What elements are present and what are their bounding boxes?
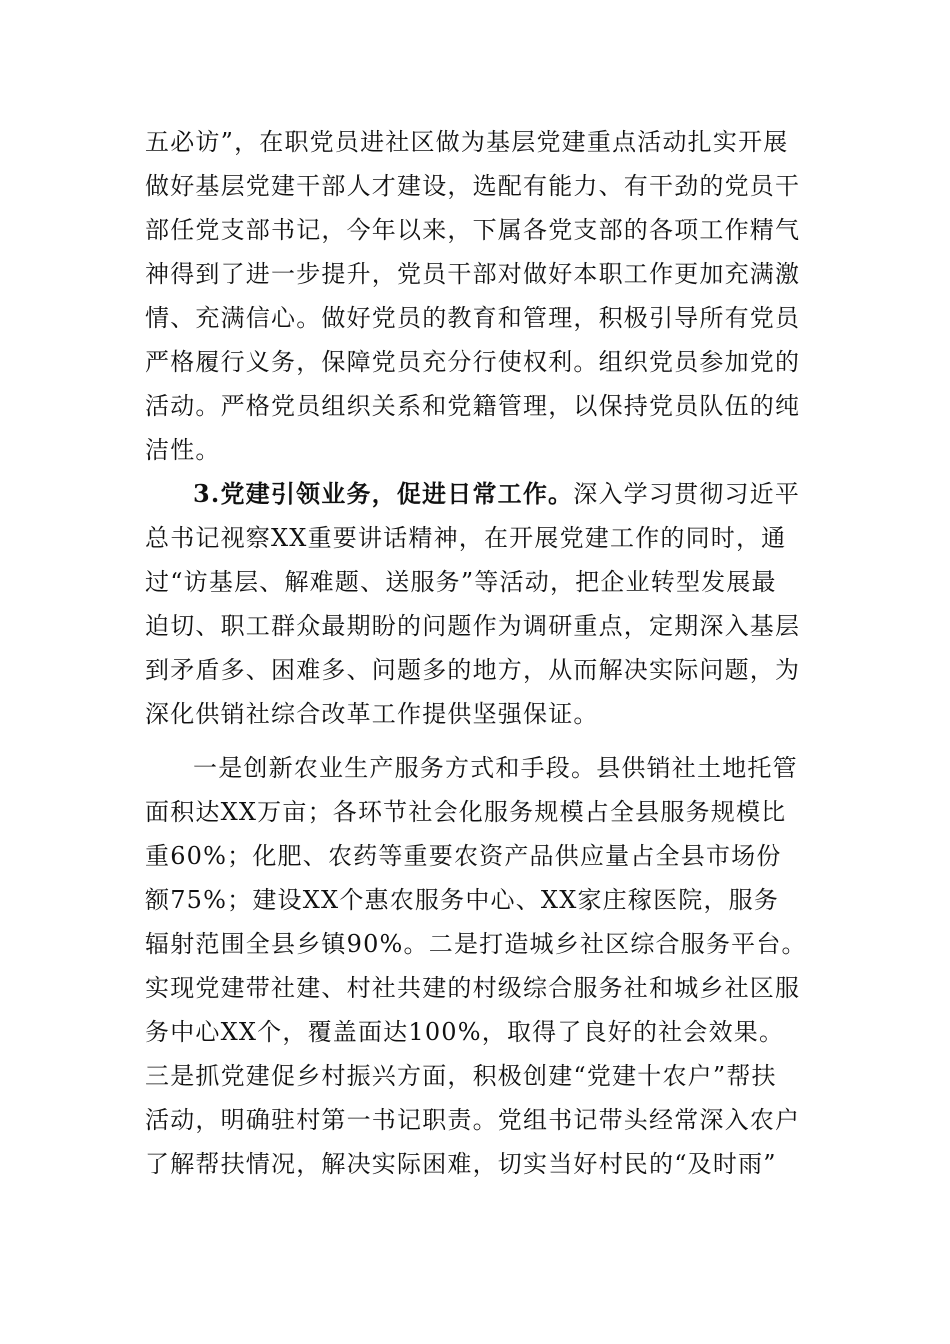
text-line: 五必访”，在职党员进社区做为基层党建重点活动扎实开展 bbox=[145, 128, 789, 156]
text-line: 总书记视察XX重要讲话精神，在开展党建工作的同时，通 bbox=[145, 524, 787, 552]
text-line: 活动，明确驻村第一书记职责。党组书记带头经常深入农户 bbox=[145, 1106, 801, 1134]
text-line: 洁性。 bbox=[145, 436, 221, 464]
text-line: 过“访基层、解难题、送服务”等活动，把企业转型发展最 bbox=[145, 568, 777, 596]
text-line: 做好基层党建干部人才建设，选配有能力、有干劲的党员干 bbox=[145, 172, 801, 200]
text-line: 了解帮扶情况，解决实际困难，切实当好村民的“及时雨” bbox=[145, 1150, 777, 1178]
text-line: 面积达XX万亩；各环节社会化服务规模占全县服务规模比 bbox=[145, 798, 787, 826]
paragraph-first-line: 一是创新农业生产服务方式和手段。县供销社土地托管 bbox=[193, 754, 798, 782]
text-line: 深化供销社综合改革工作提供坚强保证。 bbox=[145, 700, 599, 728]
text-line: 情、充满信心。做好党员的教育和管理，积极引导所有党员 bbox=[145, 304, 801, 332]
section-heading: 3.党建引领业务，促进日常工作。 bbox=[193, 479, 574, 508]
section-heading-rest: 深入学习贯彻习近平 bbox=[573, 480, 801, 508]
text-line: 额75%；建设XX个惠农服务中心、XX家庄稼医院，服务 bbox=[145, 886, 780, 914]
text-line: 务中心XX个，覆盖面达100%，取得了良好的社会效果。 bbox=[145, 1018, 785, 1046]
text-line: 神得到了进一步提升，党员干部对做好本职工作更加充满激 bbox=[145, 260, 801, 288]
text-line: 实现党建带社建、村社共建的村级综合服务社和城乡社区服 bbox=[145, 974, 801, 1002]
text-line: 三是抓党建促乡村振兴方面，积极创建“党建十农户”帮扶 bbox=[145, 1062, 777, 1090]
text-line: 迫切、职工群众最期盼的问题作为调研重点，定期深入基层 bbox=[145, 612, 801, 640]
text-line: 活动。严格党员组织关系和党籍管理，以保持党员队伍的纯 bbox=[145, 392, 801, 420]
section-3-first-line bbox=[193, 479, 810, 509]
text-line: 严格履行义务，保障党员充分行使权利。组织党员参加党的 bbox=[145, 348, 801, 376]
text-line: 辐射范围全县乡镇90%。二是打造城乡社区综合服务平台。 bbox=[145, 930, 807, 958]
text-line: 到矛盾多、困难多、问题多的地方，从而解决实际问题，为 bbox=[145, 656, 801, 684]
text-line: 重60%；化肥、农药等重要农资产品供应量占全县市场份 bbox=[145, 842, 782, 870]
text-line: 部任党支部书记，今年以来，下属各党支部的各项工作精气 bbox=[145, 216, 801, 244]
